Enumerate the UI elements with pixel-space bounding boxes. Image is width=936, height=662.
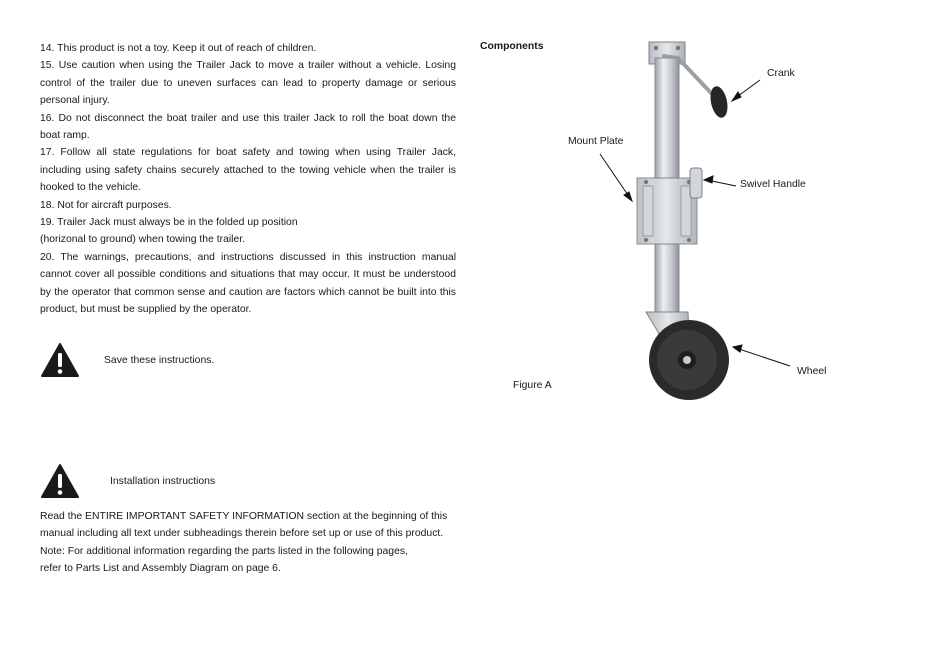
crank-label: Crank bbox=[767, 68, 795, 79]
installation-line: manual including all text under subheadings therein before set up or use of this product. bbox=[40, 528, 444, 540]
swivel-handle bbox=[690, 168, 702, 198]
mount-plate-label: Mount Plate bbox=[568, 136, 624, 147]
installation-heading: Installation instructions bbox=[110, 475, 216, 487]
safety-item-15: 15. Use caution when using the Trailer Jack to move a trailer without a vehicle. Losing control of the trailer due to uneven surfaces can lead to property damage or serious personal injury. bbox=[40, 60, 456, 107]
safety-list bbox=[40, 40, 456, 319]
wheel-label: Wheel bbox=[797, 366, 827, 377]
swivel-handle-label: Swivel Handle bbox=[740, 179, 806, 190]
warning-icon bbox=[40, 342, 80, 378]
figure-caption: Figure A bbox=[513, 380, 552, 391]
safety-item-19: 19. Trailer Jack must always be in the folded up position bbox=[40, 217, 298, 229]
components-title: Components bbox=[480, 41, 544, 52]
safety-item-18: 18. Not for aircraft purposes. bbox=[40, 199, 172, 211]
warning-icon bbox=[40, 463, 80, 499]
safety-item-20: 20. The warnings, precautions, and instructions discussed in this instruction manual cannot cover all possible conditions and situations that may occur. It must be understood by the operator that common sense and caution are factors which cannot be built into this product, but must be supplied by the operator. bbox=[40, 251, 456, 316]
save-notice-text: Save these instructions. bbox=[104, 354, 215, 366]
safety-item-14: 14. This product is not a toy. Keep it out of reach of children. bbox=[40, 43, 317, 54]
safety-item-19-cont: (horizonal to ground) when towing the trailer. bbox=[40, 234, 246, 246]
installation-line: refer to Parts List and Assembly Diagram on page 6. bbox=[40, 563, 281, 575]
trailer-jack-figure bbox=[560, 36, 840, 402]
safety-item-17: 17. Follow all state regulations for boat safety and towing when using Trailer Jack, including using safety chains securely attached to the towing vehicle when the trailer is hooked to the vehicle. bbox=[40, 147, 456, 194]
safety-item-16: 16. Do not disconnect the boat trailer and use this trailer Jack to roll the boat down the boat ramp. bbox=[40, 112, 456, 142]
crank-knob bbox=[708, 85, 730, 120]
installation-body bbox=[40, 508, 480, 578]
installation-heading-row bbox=[40, 463, 215, 499]
installation-line: Read the ENTIRE IMPORTANT SAFETY INFORMATION section at the beginning of this bbox=[40, 511, 448, 522]
save-notice-row bbox=[40, 342, 214, 378]
installation-line: Note: For additional information regarding the parts listed in the following pages, bbox=[40, 545, 408, 557]
